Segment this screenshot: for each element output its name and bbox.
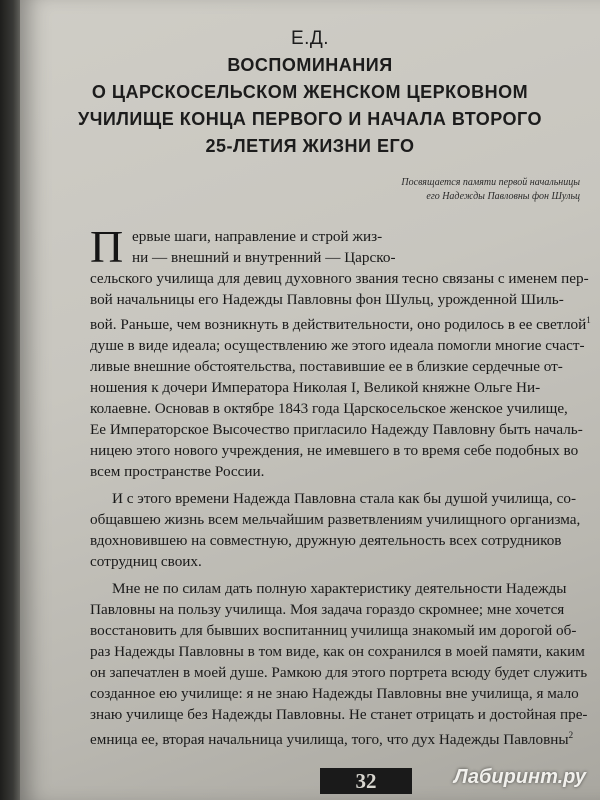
author-initials: Е.Д. [290,28,330,49]
text-fragment: вой. Раньше, чем возникнуть в действительности, оно родилось в ее светлой [90,316,587,334]
drop-cap: П [90,221,124,272]
book-spine [0,0,22,800]
text-line: ницею этого нового учреждения, не имевшего в то время себе подобных во [90,442,579,460]
text-line: вой начальницы его Надежды Павловны фон Шульц, урожденной Шиль- [90,291,564,308]
text-line: вдохновившею на совместную, дружную деятельность всех сотрудников [90,532,562,550]
text-line: Мне не по силам дать полную характеристику деятельности Надежды [112,580,567,598]
text-line: общавшею жизнь всем мельчайшим разветвлениям училищного организма, [90,511,581,529]
text-line: всем пространстве России. [90,463,265,481]
text-line: восстановить для бывших воспитанниц училища знакомый им дорогой об- [90,622,577,640]
title-line-2: О ЦАРСКОСЕЛЬСКОМ ЖЕНСКОМ ЦЕРКОВНОМ [91,82,529,102]
text-line: ливые внешние обстоятельства, поставившие ее в близкие сердечные от- [90,358,563,376]
body-text [90,221,591,750]
text-line: сотрудниц своих. [90,553,202,571]
text-line: знаю училище без Надежды Павловны. Не станет отрицать и достойная пре- [90,706,588,724]
footnote-mark-1: 1 [586,315,591,325]
text-line: колаевне. Основав в октябре 1843 года Царскосельское женское училище, [90,400,568,418]
labirint-watermark: Лабиринт.ру [453,766,586,788]
book-page [20,0,600,800]
title-line-3: УЧИЛИЩЕ КОНЦА ПЕРВОГО И НАЧАЛА ВТОРОГО [78,109,542,129]
paragraph-3 [90,578,590,750]
text-line: созданное ею училище: я не знаю Надежды Павловны вне училища, я мало [90,685,579,703]
title-line-1: ВОСПОМИНАНИЯ [227,55,393,75]
paragraph-1 [90,221,591,482]
dedication-line-2: его Надежды Павловны фон Шульц [426,191,580,202]
text-line: Павловны на пользу училища. Моя задача гораздо скромнее; мне хочется [90,601,565,619]
text-line: сельского училища для девиц духовного звания тесно связаны с именем пер- [90,270,589,287]
text-line: И с этого времени Надежда Павловна стала как бы душой училища, со- [112,490,576,508]
dedication [320,176,580,204]
text-line: ервые шаги, направление и строй жиз- [132,228,383,245]
text-line: он запечатлен в моей душе. Рамкою для этого портрета всюду будет служить [90,664,588,682]
text-line [90,725,590,750]
text-line: Ее Императорское Высочество пригласило Надежду Павловну быть началь- [90,421,583,439]
text-line: ношения к дочери Императора Николая I, Великой княжне Ольге Ни- [90,379,541,397]
text-fragment: емница ее, вторая начальница училища, того, что дух Надежды Павловны [90,731,569,749]
text-line: душе в виде идеала; осуществлению же этого идеала помогли многие счаст- [90,337,585,355]
chapter-heading [20,28,600,160]
page-number: 32 [320,768,412,794]
dedication-line-1: Посвящается памяти первой начальницы [401,177,580,188]
footnote-mark-2: 2 [568,730,574,741]
title-line-4: 25-ЛЕТИЯ ЖИЗНИ ЕГО [205,136,415,156]
text-line: раз Надежды Павловны в том виде, как он сохранился в моей памяти, каким [90,643,585,661]
text-line [90,310,590,335]
text-line: ни — внешний и внутренний — Царско- [132,249,396,266]
paragraph-2 [90,488,590,572]
